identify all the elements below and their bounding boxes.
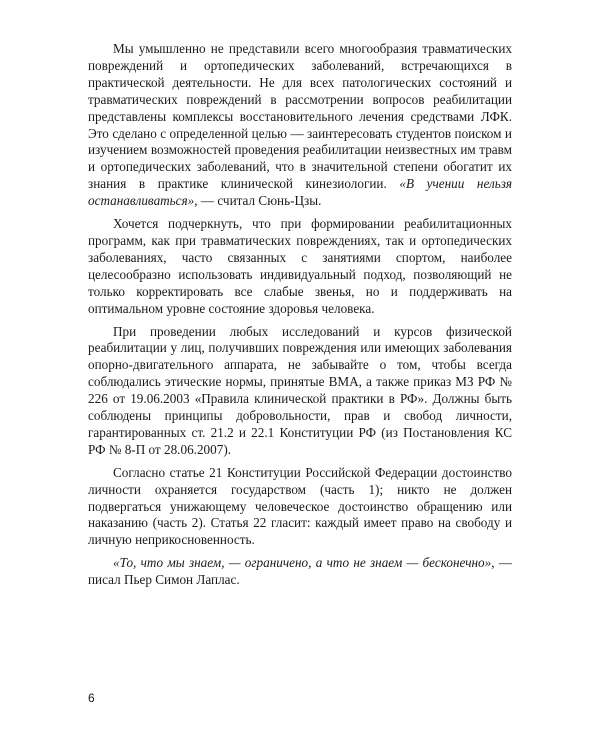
paragraph-3-text: При проведении любых исследований и курсов физической реабилитации у лиц, получивших повреждения или имеющих заболевания опорно-двигательного аппарата, не забывайте о том, чтобы всегда соблюдались этические нормы, принятые ВМА, а также приказ МЗ РФ № 226 от 19.06.2003 «Правила клинической практики в РФ». Должны быть соблюдены принципы добровольности, прав и свобод личности, гарантированных ст. 21.2 и 22.1 Конституции РФ (из Постановления КС РФ № 8-П от 28.06.2007). [88,323,512,457]
page-body [88,41,512,595]
paragraph-3 [88,324,512,459]
page-number: 6 [88,691,95,705]
paragraph-1-text: Мы умышленно не представили всего многообразия травматических повреждений и ортопедических заболеваний, встречающихся в практической деятельности. Не для всех патологических состояний и травматических повреждений в рассмотрении вопросов реабилитации представлены комплексы восстановительного лечения средствами ЛФК. Это сделано с определенной целью — заинтересовать студентов поиском и изучением возможностей проведения реабилитации неизвестных им травм и ортопедических заболеваний, что в значительной степени обогатит их знания в практике клинической кинезиологии. [88,41,512,192]
quote-laplace: «То, что мы знаем, — ограничено, а что не знаем — бесконечно» [113,555,492,571]
paragraph-2 [88,216,512,317]
paragraph-4 [88,465,512,550]
quote-xunzi: «В учении нельзя останавливаться» [88,176,512,209]
paragraph-1 [88,41,512,210]
paragraph-2-text: Хочется подчеркнуть, что при формировании реабилитационных программ, как при травматических повреждениях, так и ортопедических заболеваниях, часто связанных с занятиями спортом, наиболее целесообразно использовать индивидуальный подход, позволяющий не только корректировать все слабые звенья, но и поддерживать на оптимальном уровне состояние здоровья человека. [88,216,512,316]
paragraph-5 [88,555,512,589]
paragraph-5-attribution: , — писал Пьер Симон Лаплас. [88,555,512,588]
paragraph-4-text: Согласно статье 21 Конституции Российской Федерации достоинство личности охраняется государством (часть 1); никто не должен подвергаться унижающему человеческое достоинство обращению или наказанию (часть 2). Статья 22 гласит: каждый имеет право на свободу и личную неприкосновенность. [88,464,512,548]
paragraph-1-attribution: , — считал Сюнь-Цзы. [194,193,322,209]
